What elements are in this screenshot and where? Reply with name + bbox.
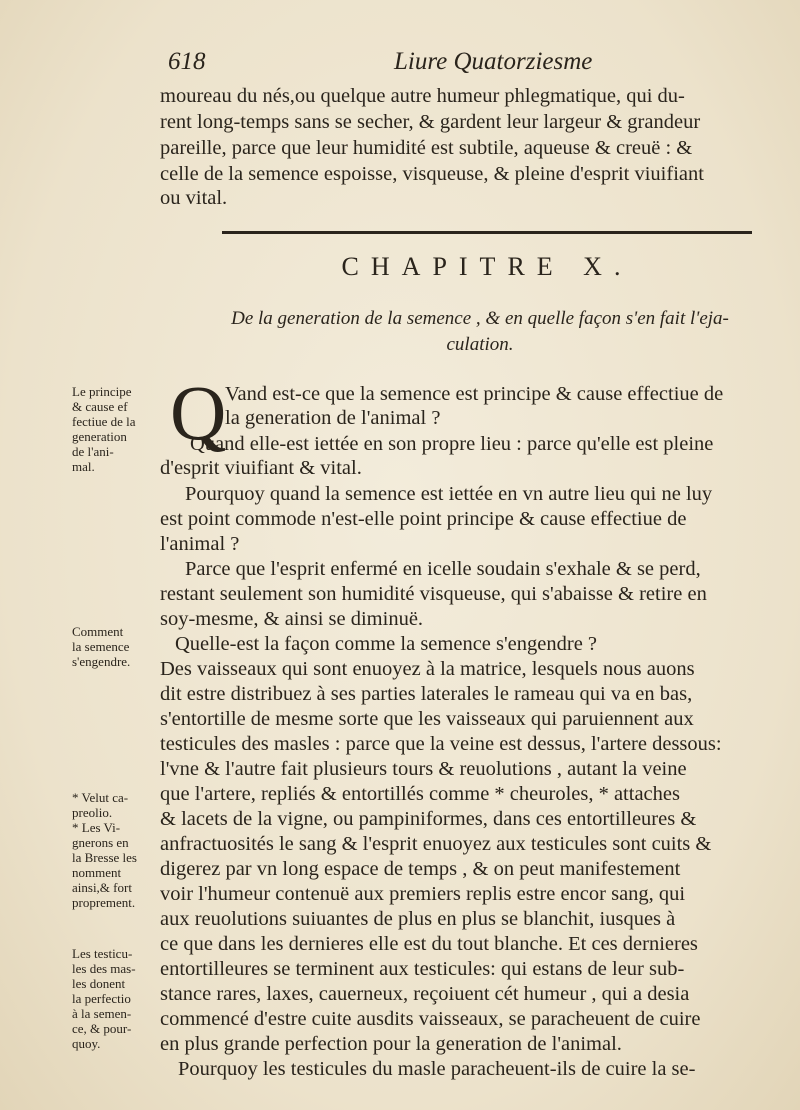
text-line: Parce que l'esprit enfermé en icelle soudain s'exhale & se perd, <box>185 558 701 580</box>
text-line: l'animal ? <box>160 533 240 555</box>
text-line: en plus grande perfection pour la generation de l'animal. <box>160 1033 622 1055</box>
text-line: commencé d'estre cuite ausdits vaisseaux, se paracheuent de cuire <box>160 1008 701 1030</box>
text-line: la generation de l'animal ? <box>225 407 441 429</box>
text-line: que l'artere, repliés & entortillés comme * cheuroles, * attaches <box>160 783 680 805</box>
text-line: anfractuosités le sang & l'esprit enuoyez aux testicules sont cuits & <box>160 833 712 855</box>
text-line: celle de la semence espoisse, visqueuse, & pleine d'esprit viuifiant <box>160 163 704 185</box>
text-line: moureau du nés,ou quelque autre humeur phlegmatique, qui du- <box>160 85 685 107</box>
text-line: stance rares, laxes, cauerneux, reçoiuent cét humeur , qui a desia <box>160 983 690 1005</box>
text-line: s'entortille de mesme sorte que les vaisseaux qui paruiennent aux <box>160 708 694 730</box>
page-header <box>168 48 778 82</box>
text-line: Quelle-est la façon comme la semence s'engendre ? <box>175 633 598 655</box>
text-line: digerez par vn long espace de temps , & on peut manifestement <box>160 858 681 880</box>
text-line: Quand elle-est iettée en son propre lieu : parce qu'elle est pleine <box>190 433 714 455</box>
text-line: entortilleures se terminent aux testicules: qui estans de leur sub- <box>160 958 685 980</box>
chapter-title: CHAPITRE X. <box>341 252 633 281</box>
page-number: 618 <box>168 48 206 75</box>
margin-note-velut: * Velut ca- preolio. * Les Vi- gnerons en la Bresse les nomment ainsi,& fort proprement. <box>72 790 137 910</box>
chapter-subtitle: De la generation de la semence , & en quelle façon s'en fait l'eja- <box>231 308 729 329</box>
text-line: Pourquoy quand la semence est iettée en vn autre lieu qui ne luy <box>185 483 713 505</box>
margin-note-testicules: Les testicu- les des mas- les donent la perfectio à la semen- ce, & pour- quoy. <box>72 946 136 1051</box>
text-line: Vand est-ce que la semence est principe & cause effectiue de <box>225 383 724 405</box>
chapter-subtitle-continued: culation. <box>446 334 514 355</box>
drop-capital: Q <box>170 369 227 456</box>
margin-note-engendre: Comment la semence s'engendre. <box>72 624 131 669</box>
text-line: restant seulement son humidité visqueuse, qui s'abaisse & retire en <box>160 583 707 605</box>
text-line: d'esprit viuifiant & vital. <box>160 457 362 479</box>
text-line: est point commode n'est-elle point principe & cause effectiue de <box>160 508 687 530</box>
text-line: & lacets de la vigne, ou pampiniformes, dans ces entortilleures & <box>160 808 697 830</box>
text-line: l'vne & l'autre fait plusieurs tours & reuolutions , autant la veine <box>160 758 687 780</box>
text-line: ce que dans les dernieres elle est du tout blanche. Et ces dernieres <box>160 933 698 955</box>
text-line: Pourquoy les testicules du masle paracheuent-ils de cuire la se- <box>178 1058 696 1080</box>
section-rule <box>222 231 752 234</box>
text-line: testicules des masles : parce que la veine est dessus, l'artere dessous: <box>160 733 722 755</box>
text-line: pareille, parce que leur humidité est subtile, aqueuse & creuë : & <box>160 137 693 159</box>
text-line: rent long-temps sans se secher, & gardent leur largeur & grandeur <box>160 111 701 133</box>
margin-note-principe: Le principe & cause ef fectiue de la generation de l'ani- mal. <box>72 384 136 474</box>
text-line: voir l'humeur contenuë aux premiers replis estre encor sang, qui <box>160 883 686 905</box>
text-line: soy-mesme, & ainsi se diminuë. <box>160 608 424 630</box>
text-line: ou vital. <box>160 187 228 209</box>
text-line: Des vaisseaux qui sont enuoyez à la matrice, lesquels nous auons <box>160 658 695 680</box>
text-line: dit estre distribuez à ses parties laterales le rameau qui va en bas, <box>160 683 693 705</box>
text-line: aux reuolutions suiuantes de plus en plus se blanchit, iusques à <box>160 908 676 930</box>
running-title: Liure Quatorziesme <box>394 48 593 75</box>
